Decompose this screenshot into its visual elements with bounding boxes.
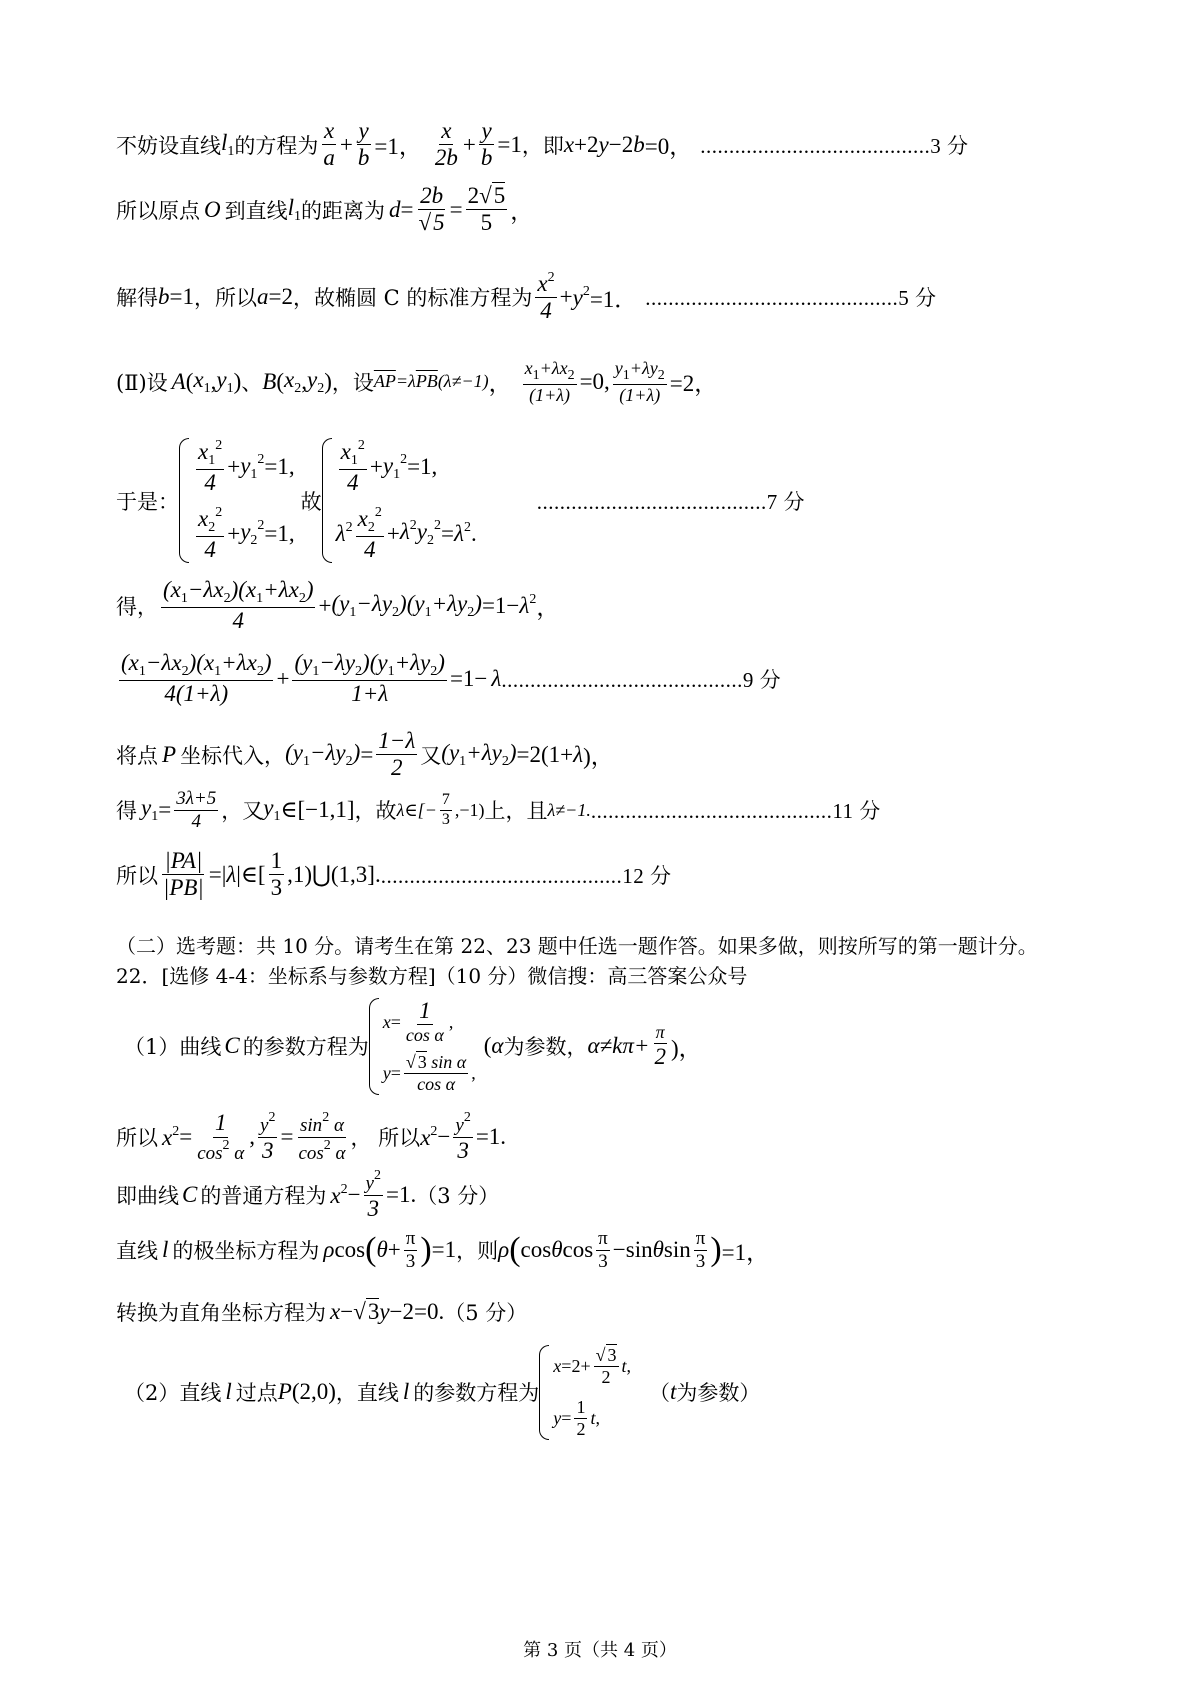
line-15: 转换为直角坐标方程为 x −√3 y −2=0. （5 分） bbox=[116, 1299, 528, 1325]
fraction: $\frac{x^2}{4}$ bbox=[537, 270, 555, 324]
fraction: $\frac{\pi}{3}$ bbox=[695, 1228, 706, 1272]
fraction: $\frac{y^2}{3}$ bbox=[365, 1168, 381, 1221]
text: 直线 bbox=[116, 1239, 158, 1264]
line-14: 直线 l 的极坐标方程为 ρ cos ( θ + $\frac{\pi}{3}$ ) =1 ，则 ρ ( cos θ cos $\frac{\pi}{3}$ −sin θ sin $\frac{\pi}{3}$ ) =1， bbox=[116, 1228, 770, 1272]
text: 过点 bbox=[235, 1381, 278, 1406]
score-dots: ..........................................12 分 bbox=[380, 863, 672, 888]
text: 坐标代入， bbox=[180, 743, 286, 768]
part-2: （2）直线 l 过点 P (2,0) ，直线 l 的参数方程为 x =2+ $\frac{√ 3}{2}$ t , y = $\frac{1}{2}$ t , （ t 为参数） bbox=[124, 1345, 761, 1440]
equation-system: x = $\frac{1}{\text{cos α}}$ , y = $\frac{\text{√ 3 sin α}}{\text{cos α}}$ , bbox=[369, 998, 476, 1095]
fraction: $\frac{\pi}{3}$ bbox=[405, 1228, 416, 1272]
text: 为参数） bbox=[676, 1381, 761, 1406]
fraction: $\frac{(y_1-\lambda y_2)(y_1+\lambda y_2)}{1+\lambda}$ bbox=[294, 650, 445, 707]
fraction: $\frac{x_1+\lambda x_2}{(1+\lambda)}$ bbox=[524, 358, 575, 406]
text: 的极坐标方程为 bbox=[172, 1239, 320, 1264]
text: （1）曲线 bbox=[124, 1035, 222, 1060]
fraction: $\frac{x}{a}$ bbox=[323, 118, 335, 171]
fraction: $\frac{7}{3}$ bbox=[441, 791, 450, 828]
text: ， 所以 bbox=[350, 1126, 421, 1151]
fraction: $\frac{(x_1-\lambda x_2)(x_1+\lambda x_2)}{4}$ bbox=[163, 577, 314, 634]
equation-system: $\frac{x_1^2}{4}$ + $y_1^2$ =1, $\frac{x_2^2}{4}$ + $y_2^2$ =1, bbox=[179, 438, 295, 563]
fraction: $\frac{2b}{√5}$ bbox=[418, 183, 445, 236]
text: ，设 bbox=[331, 370, 374, 395]
text: 转换为直角坐标方程为 bbox=[116, 1301, 326, 1325]
text: 到直线 bbox=[224, 198, 288, 223]
fraction: $\frac{\pi}{3}$ bbox=[598, 1228, 608, 1272]
text: 将点 bbox=[116, 743, 158, 768]
page-number: 第 3 页（共 4 页） bbox=[523, 1640, 677, 1661]
text: ，直线 bbox=[335, 1381, 399, 1406]
text: 的距离为 bbox=[301, 198, 386, 223]
question-22-heading bbox=[116, 960, 747, 989]
text: 的参数方程为 bbox=[242, 1035, 369, 1060]
text: 故 bbox=[300, 489, 322, 514]
text: （ bbox=[649, 1381, 671, 1406]
text: (Ⅱ)设 bbox=[116, 370, 168, 395]
text: 的普通方程为 bbox=[200, 1184, 327, 1209]
fraction: $\frac{1-\lambda}{2}$ bbox=[378, 728, 416, 781]
line-6: 得， $\frac{(x_1-\lambda x_2)(x_1+\lambda x_2)}{4}$ + $(y_1-\lambda y_2)(y_1+\lambda y_2)$ =1− $\lambda^2$ ， bbox=[116, 577, 560, 634]
score-dots: ..........................................9 分 bbox=[501, 667, 782, 692]
line-9: 得 $y_1$ = $\frac{3\lambda+5}{4}$ ，又 $y_1$ ∈[−1,1] ，故 λ∈[− $\frac{7}{3}$ ,−1) 上，且 λ≠−1. ..........................................11 分 bbox=[116, 788, 881, 832]
text: （3 分） bbox=[416, 1184, 500, 1209]
text: 的参数方程为 bbox=[413, 1381, 540, 1406]
text: ，则 bbox=[456, 1239, 499, 1264]
text: 所以 bbox=[116, 863, 158, 888]
line-1: 不妨设直线 $l_1$ 的方程为 $\frac{x}{a}$ + $\frac{y}{b}$ =1， $\frac{x}{2b}$ + $\frac{y}{b}$ =1 ，即 x +2 y −2 b =0， ........................................3 分 bbox=[116, 118, 969, 171]
line-3: 解得 b =1 ，所以 a =2 ，故椭圆 C 的标准方程为 $\frac{x^2}{4}$ + $y^2$ =1． ............................................5 分 bbox=[116, 270, 937, 324]
text: 又 bbox=[420, 743, 442, 768]
fraction: $\frac{\pi}{2}$ bbox=[654, 1022, 666, 1069]
equation-system: $\frac{x_1^2}{4}$ + $y_1^2$ =1, $\lambda^2$ $\frac{x_2^2}{4}$ + $\lambda^2y_2^2$ = $\lambda^2$ . bbox=[322, 438, 477, 563]
fraction: $\frac{3\lambda+5}{4}$ bbox=[176, 788, 217, 832]
line-7: $\frac{(x_1-\lambda x_2)(x_1+\lambda x_2)}{4(1+\lambda)}$ + $\frac{(y_1-\lambda y_2)(y_1+\lambda y_2)}{1+\lambda}$ =1− λ ..........................................9 分 bbox=[121, 650, 782, 707]
text: 所以原点 bbox=[116, 198, 200, 223]
text: ，故椭圆 C 的标准方程为 bbox=[292, 286, 533, 311]
line-2: 所以原点 O 到直线 $l_1$ 的距离为 d = $\frac{2b}{√5}$ = $\frac{2√5}{5}$ ， bbox=[116, 183, 534, 236]
equation-system: x =2+ $\frac{√ 3}{2}$ t , y = $\frac{1}{2}$ t , bbox=[539, 1345, 631, 1440]
line-4: (Ⅱ)设 A ( $x_1$ , $y_1$ ) 、 B ( $x_2$ , $y_2$ ) ，设 $\overline{AP}=\lambda\overline{PB}(\lambda\ne-1)$ ， $\frac{x_1+\lambda x_2}{(1+\lambda)}$ =0, $\frac{y_1+\lambda y_2}{(1+\lambda)}$ =2， bbox=[116, 358, 718, 406]
fraction: $\frac{\sin^2 \alpha}{\cos^2 \alpha}$ bbox=[298, 1110, 346, 1164]
text: （2）直线 bbox=[124, 1381, 222, 1406]
text: 上，且 bbox=[484, 799, 548, 824]
fraction: $\frac{2√5}{5}$ bbox=[467, 183, 506, 236]
fraction: $\frac{y_1+\lambda y_2}{(1+\lambda)}$ bbox=[614, 358, 665, 406]
score-dots: ........................................3 分 bbox=[700, 133, 969, 158]
text: 、 bbox=[241, 370, 263, 395]
section-heading bbox=[116, 930, 1038, 959]
score-dots: ..........................................11 分 bbox=[590, 799, 881, 824]
text: ，所以 bbox=[193, 286, 257, 311]
line-5 bbox=[116, 438, 805, 563]
fraction: $\frac{1}{\cos^2 \alpha}$ bbox=[197, 1110, 245, 1164]
fraction: $\frac{x}{2b}$ bbox=[434, 118, 458, 171]
text: 得， bbox=[116, 594, 158, 619]
fraction: $\frac{|PA|}{|PB|}$ bbox=[163, 848, 204, 901]
fraction: $\frac{1}{3}$ bbox=[270, 848, 283, 901]
part-1: （1）曲线 C 的参数方程为 x = $\frac{1}{\text{cos α}}$ , y = $\frac{\text{√ 3 sin α}}{\text{cos α}}$ , ( α 为参数， α≠kπ+ $\frac{\pi}{2}$ )， bbox=[124, 998, 702, 1094]
line-8: 将点 P 坐标代入， $(y_1-\lambda y_2)$ = $\frac{1-\lambda}{2}$ 又 $(y_1+\lambda y_2)$ =2(1+ λ )， bbox=[116, 728, 614, 781]
text: 所以 bbox=[116, 1126, 158, 1151]
line-10: 所以 $\frac{|PA|}{|PB|}$ =| λ |∈[ $\frac{1}{3}$ ,1)⋃(1,3]. ..........................................12 分 bbox=[116, 848, 672, 901]
fraction: $\frac{y}{b}$ bbox=[357, 118, 370, 171]
fraction: $\frac{y}{b}$ bbox=[480, 118, 493, 171]
text: （5 分） bbox=[444, 1301, 528, 1325]
text: 即曲线 bbox=[116, 1184, 179, 1209]
question-text: 22．[选修 4-4：坐标系与参数方程]（10 分）微信搜：高三答案公众号 bbox=[116, 964, 748, 988]
page-footer bbox=[0, 1636, 1200, 1662]
line-12: 所以 $x^2$ = $\frac{1}{\cos^2 \alpha}$ , $\frac{y^2}{3}$ = $\frac{\sin^2 \alpha}{\cos^2 \alpha}$ ， 所以 $x^2$ − $\frac{y^2}{3}$ =1. bbox=[116, 1110, 507, 1164]
score-dots: ........................................7 分 bbox=[536, 489, 805, 514]
text: 得 bbox=[116, 799, 137, 824]
line-13: 即曲线 C 的普通方程为 $x^2$ − $\frac{y^2}{3}$ =1. （3 分） bbox=[116, 1168, 500, 1221]
text: 为参数， bbox=[503, 1035, 588, 1060]
text: 的方程为 bbox=[234, 133, 319, 158]
text: ，又 bbox=[221, 799, 264, 824]
fraction: $\frac{y^2}{3}$ bbox=[455, 1110, 471, 1164]
math: $l_1$ bbox=[221, 129, 235, 159]
fraction: $\frac{y^2}{3}$ bbox=[260, 1110, 276, 1164]
text: 解得 bbox=[116, 286, 158, 311]
text: 于是： bbox=[116, 489, 179, 514]
text: ，即 bbox=[521, 133, 564, 158]
text: ，故 bbox=[354, 799, 397, 824]
section-text: （二）选考题：共 10 分。请考生在第 22、23 题中任选一题作答。如果多做，则按所写的第一题计分。 bbox=[116, 934, 1038, 958]
text: 不妨设直线 bbox=[116, 133, 221, 158]
fraction: $\frac{(x_1-\lambda x_2)(x_1+\lambda x_2)}{4(1+\lambda)}$ bbox=[121, 650, 272, 707]
score-dots: ............................................5 分 bbox=[645, 286, 937, 311]
